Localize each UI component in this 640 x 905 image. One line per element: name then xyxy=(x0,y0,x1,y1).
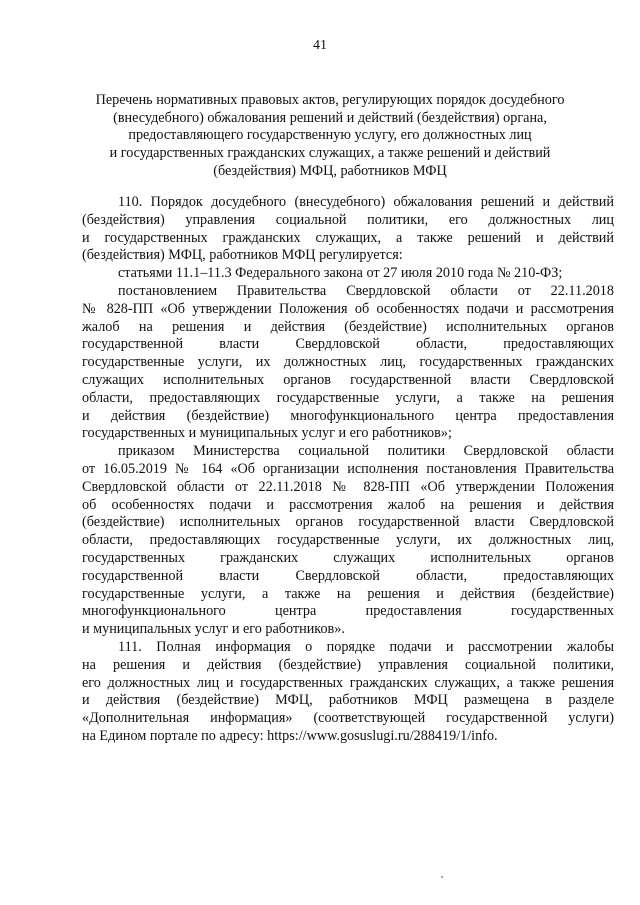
text-line: (бездействия) МФЦ, работников МФЦ регулируется: xyxy=(82,247,403,264)
heading-line: и государственных гражданских служащих, а также решений и действий xyxy=(109,145,551,162)
text-line: государственной власти Свердловской области, предоставляющих xyxy=(82,567,614,584)
text-line: жалоб на решения и действия (бездействие) исполнительных органов xyxy=(82,318,614,335)
heading-line: (бездействия) МФЦ, работников МФЦ xyxy=(213,162,447,179)
text-line: государственных и муниципальных услуг и его работников»; xyxy=(82,425,452,442)
text-line: государственные услуги, а также на решения и действия (бездействие) xyxy=(82,585,614,602)
text-line: Свердловской области от 22.11.2018 № 828-ПП «Об утверждении Положения xyxy=(82,478,614,495)
text-line: об особенностях подачи и рассмотрения жалоб на решения и действия xyxy=(82,496,614,513)
heading-line: предоставляющего государственную услугу, его должностных лиц xyxy=(128,127,532,144)
text-line: многофункционального центра предоставления государственных xyxy=(82,603,614,620)
text-line: служащих исполнительных органов государственной власти Свердловской xyxy=(82,371,614,388)
text-line: и действия (бездействие) МФЦ, работников МФЦ размещена в разделе xyxy=(82,692,614,709)
text-line: 110. Порядок досудебного (внесудебного) обжалования решений и действий xyxy=(118,194,614,210)
heading-line: (внесудебного) обжалования решений и действий (бездействия) органа, xyxy=(113,109,547,126)
text-line: постановлением Правительства Свердловской области от 22.11.2018 xyxy=(118,282,614,299)
page-number: 41 xyxy=(313,38,327,53)
document-body xyxy=(82,194,614,746)
paragraph xyxy=(82,443,614,639)
paragraph xyxy=(82,283,614,443)
text-line: от 16.05.2019 № 164 «Об организации исполнения постановления Правительства xyxy=(82,460,614,477)
heading-line: Перечень нормативных правовых актов, регулирующих порядок досудебного xyxy=(95,92,565,108)
paragraph xyxy=(82,265,614,283)
text-line: области, предоставляющих государственные услуги, их должностных лиц, xyxy=(82,532,614,549)
text-line: и муниципальных услуг и его работников». xyxy=(82,621,345,638)
text-line: на Едином портале по адресу: https://www.gosuslugi.ru/288419/1/info. xyxy=(82,727,498,744)
text-line: государственных гражданских служащих исполнительных органов xyxy=(82,549,614,566)
text-line: «Дополнительная информация» (соответствующей государственной услуги) xyxy=(82,710,614,727)
text-line: государственные услуги, их должностных лиц, государственных гражданских xyxy=(82,354,614,371)
text-line: 111. Полная информация о порядке подачи и рассмотрении жалобы xyxy=(118,638,614,655)
text-line: статьями 11.1–11.3 Федерального закона от 27 июля 2010 года № 210-ФЗ; xyxy=(118,265,563,282)
text-line: и действия (бездействие) многофункционального центра предоставления xyxy=(82,407,614,424)
text-line: его должностных лиц и государственных гражданских служащих, а также решения xyxy=(82,674,614,691)
text-line: (бездействие) исполнительных органов государственной власти Свердловской xyxy=(82,514,614,531)
text-line: и государственных гражданских служащих, а также решений и действий xyxy=(82,229,614,246)
text-line: области, предоставляющих государственные услуги, а также на решения xyxy=(82,389,614,406)
paragraph xyxy=(82,194,614,265)
text-line: государственной власти Свердловской области, предоставляющих xyxy=(82,336,614,353)
section-heading xyxy=(80,92,580,181)
paragraph xyxy=(82,639,614,746)
text-line: на решения и действия (бездействие) управления социальной политики, xyxy=(82,656,614,673)
scan-dot xyxy=(441,876,443,878)
text-line: приказом Министерства социальной политики Свердловской области xyxy=(118,443,614,460)
text-line: № 828-ПП «Об утверждении Положения об особенностях подачи и рассмотрения xyxy=(82,300,614,317)
text-line: (бездействия) управления социальной политики, его должностных лиц xyxy=(82,211,614,228)
